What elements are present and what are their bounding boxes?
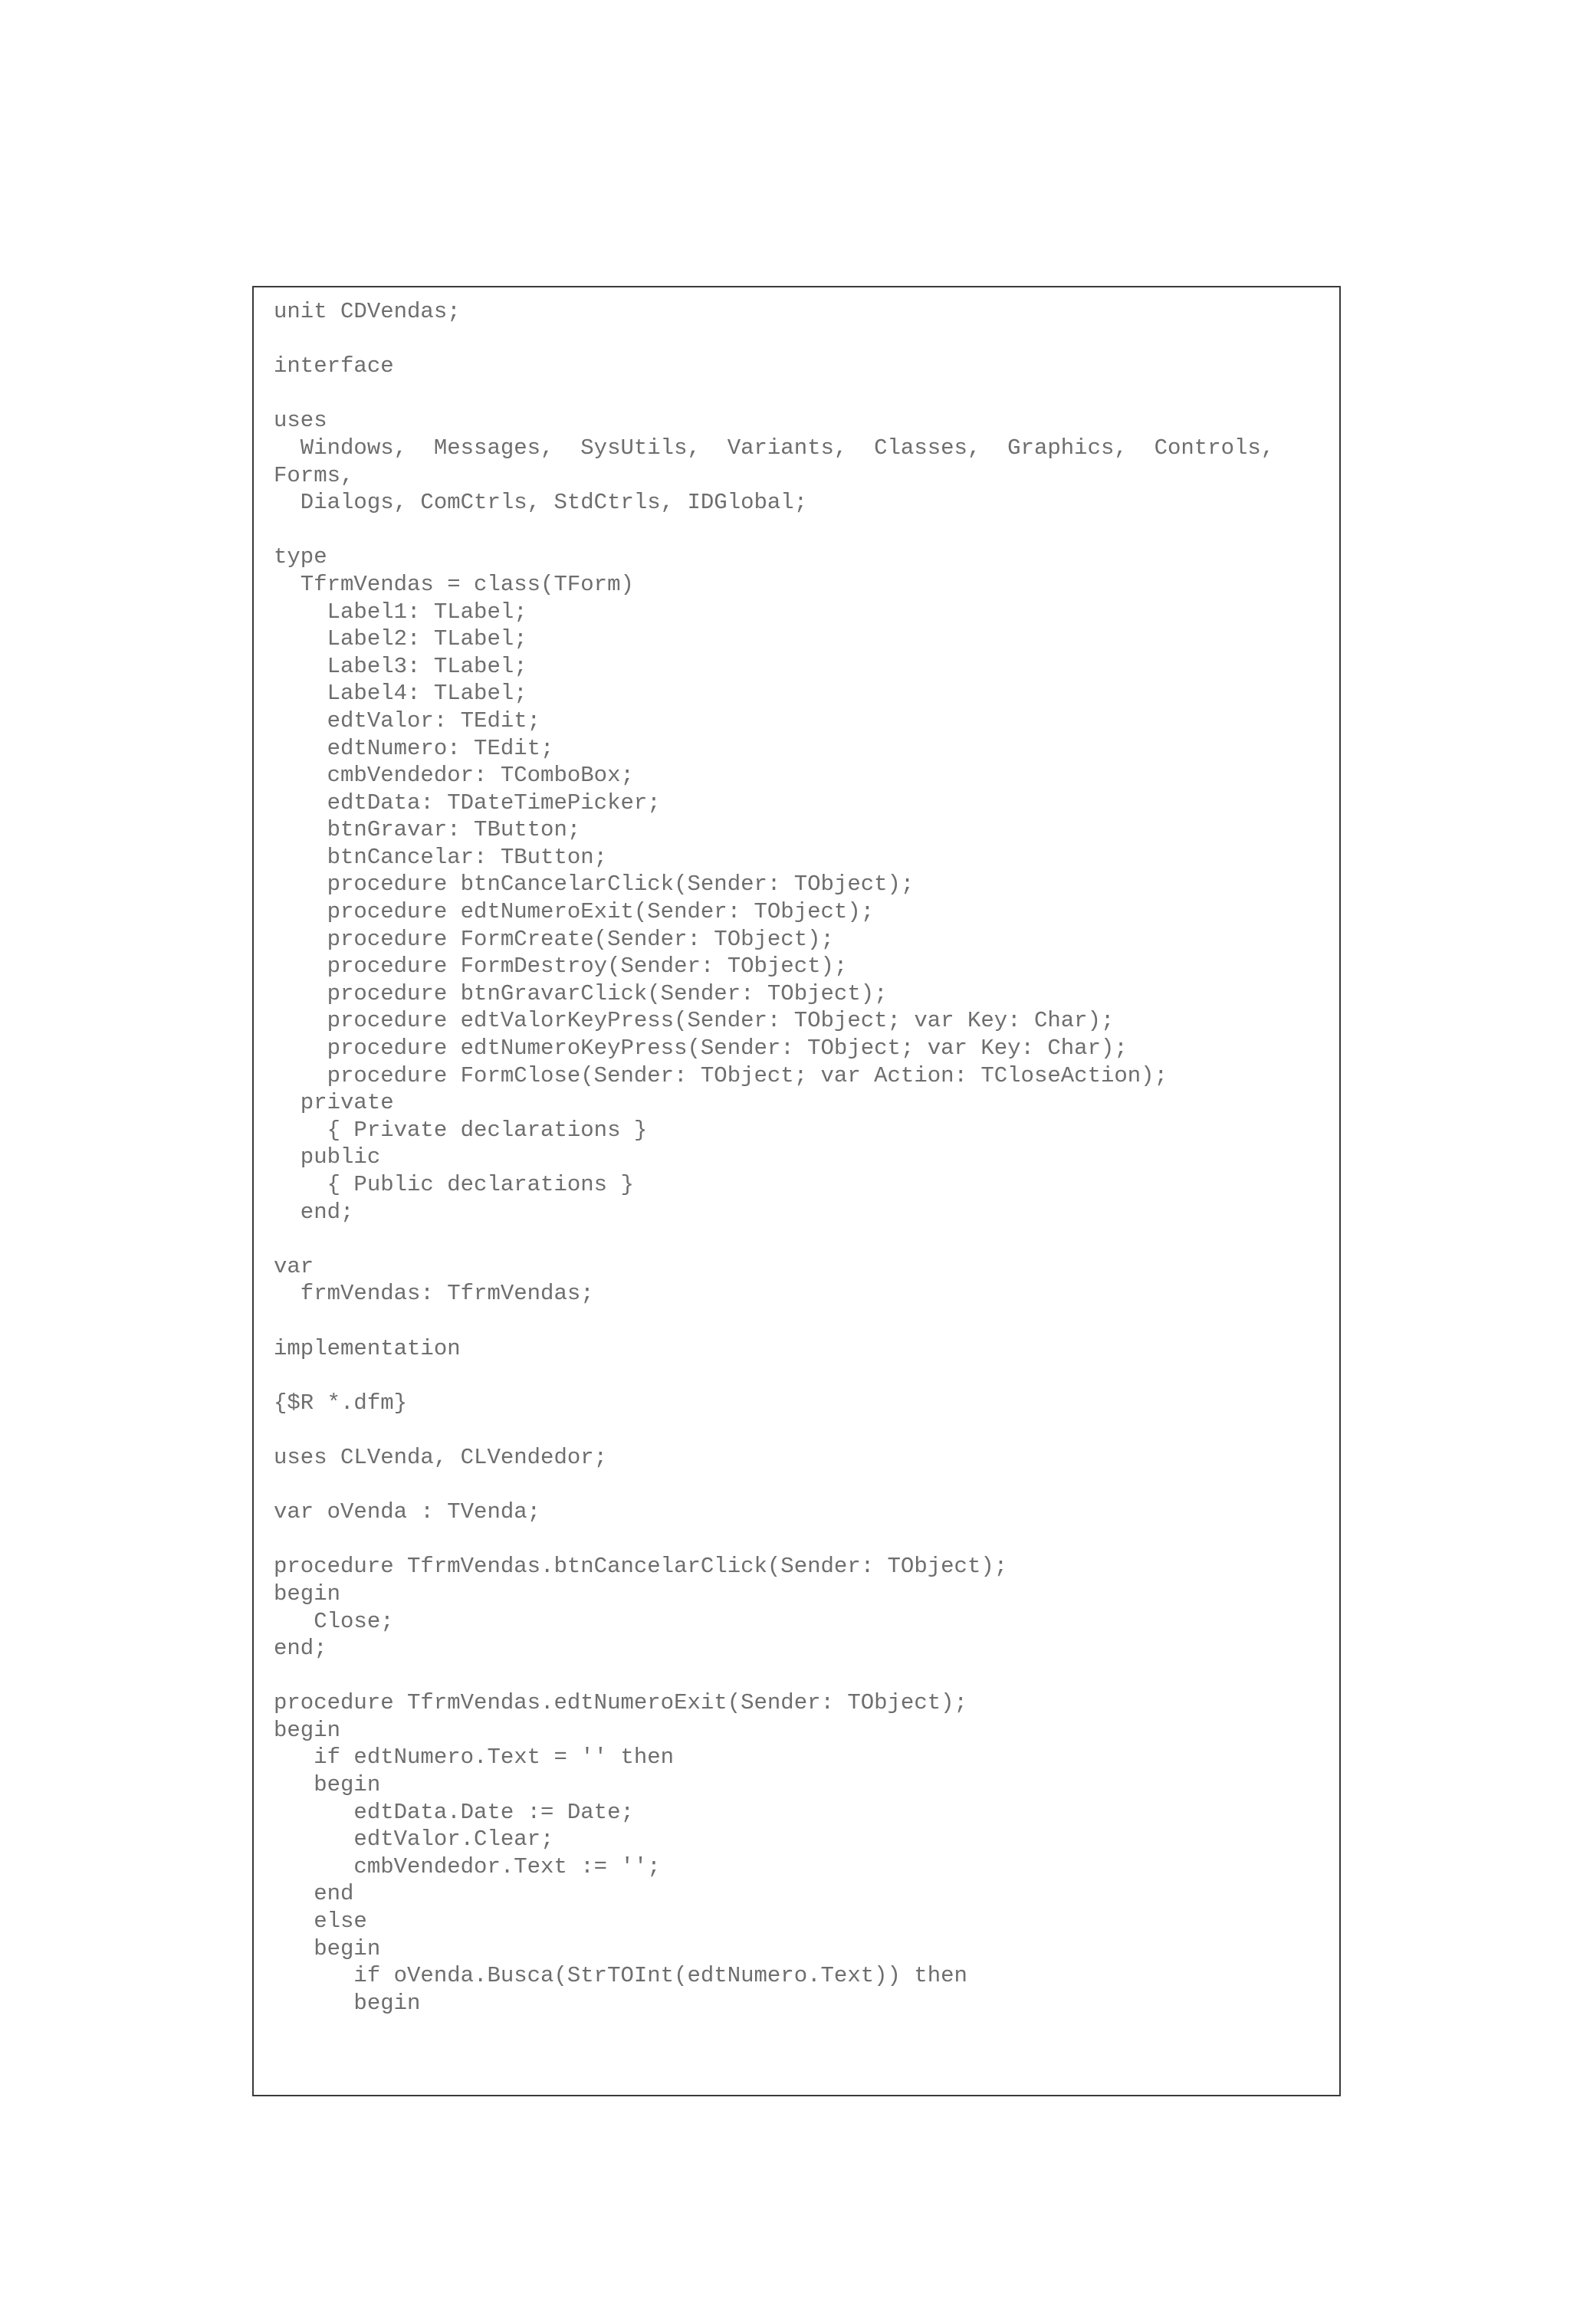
code-line: private (274, 1090, 394, 1116)
code-line (274, 1526, 1330, 1554)
code-line: Forms, (274, 462, 354, 488)
code-line: { Private declarations } (274, 1117, 648, 1143)
code-line: procedure btnCancelarClick(Sender: TObject); (274, 872, 915, 898)
code-line: edtValor: TEdit; (274, 707, 541, 734)
code-line: begin (274, 1581, 341, 1607)
code-line: edtValor.Clear; (274, 1827, 554, 1853)
code-line: Label2: TLabel; (274, 626, 527, 652)
code-line (274, 1362, 1330, 1390)
code-line: interface (274, 353, 394, 379)
code-line: begin (274, 1990, 421, 2016)
code-line: frmVendas: TfrmVendas; (274, 1281, 594, 1307)
code-line: type (274, 544, 327, 570)
code-line: var (274, 1253, 314, 1279)
code-line (274, 380, 1330, 408)
code-line: end; (274, 1636, 327, 1662)
code-line (274, 1472, 1330, 1499)
code-line: begin (274, 1772, 381, 1798)
code-line: if edtNumero.Text = '' then (274, 1745, 675, 1771)
code-line: implementation (274, 1335, 461, 1361)
code-line: cmbVendedor: TComboBox; (274, 763, 634, 789)
code-line: TfrmVendas = class(TForm) (274, 571, 634, 597)
code-line: { Public declarations } (274, 1172, 634, 1197)
code-line: procedure FormClose(Sender: TObject; var Action: TCloseAction); (274, 1062, 1168, 1088)
code-line: procedure edtNumeroExit(Sender: TObject); (274, 899, 875, 925)
code-line: Dialogs, ComCtrls, StdCtrls, IDGlobal; (274, 490, 808, 516)
code-line: begin (274, 1935, 381, 1961)
code-line: end; (274, 1199, 354, 1225)
code-line: procedure FormCreate(Sender: TObject); (274, 926, 834, 952)
code-line: procedure TfrmVendas.btnCancelarClick(Sender: TObject); (274, 1554, 1008, 1580)
code-line: public (274, 1144, 381, 1170)
code-line: var oVenda : TVenda; (274, 1499, 541, 1525)
code-line: edtData: TDateTimePicker; (274, 789, 661, 816)
code-line: btnCancelar: TButton; (274, 844, 608, 870)
code-line: Windows, Messages, SysUtils, Variants, Classes, Graphics, Controls, (274, 435, 1275, 461)
code-line: edtData.Date := Date; (274, 1799, 634, 1825)
code-listing (274, 298, 1330, 2017)
code-line: Label3: TLabel; (274, 653, 527, 679)
code-line: uses CLVenda, CLVendedor; (274, 1444, 608, 1470)
code-line: unit CDVendas; (274, 299, 461, 324)
code-line: Close; (274, 1608, 394, 1634)
code-line: btnGravar: TButton; (274, 817, 581, 843)
code-line: begin (274, 1717, 341, 1743)
code-listing-frame (252, 286, 1341, 2096)
code-line (274, 1663, 1330, 1690)
code-line: procedure FormDestroy(Sender: TObject); (274, 954, 848, 980)
code-line: else (274, 1909, 367, 1935)
code-line: Label1: TLabel; (274, 599, 527, 625)
code-line: cmbVendedor.Text := ''; (274, 1853, 661, 1879)
code-line: {$R *.dfm} (274, 1390, 408, 1416)
code-line: procedure edtValorKeyPress(Sender: TObject; var Key: Char); (274, 1008, 1115, 1034)
code-line (274, 1308, 1330, 1335)
code-line (274, 517, 1330, 544)
code-line (274, 1416, 1330, 1444)
code-line: procedure edtNumeroKeyPress(Sender: TObject; var Key: Char); (274, 1036, 1128, 1062)
code-line (274, 1226, 1330, 1253)
code-line: Label4: TLabel; (274, 681, 527, 707)
code-line: edtNumero: TEdit; (274, 735, 554, 761)
code-line: if oVenda.Busca(StrTOInt(edtNumero.Text)) then (274, 1963, 967, 1989)
code-line: procedure btnGravarClick(Sender: TObject); (274, 980, 888, 1006)
code-line: end (274, 1881, 354, 1907)
code-line (274, 326, 1330, 353)
code-line: procedure TfrmVendas.edtNumeroExit(Sender: TObject); (274, 1690, 967, 1716)
code-line: uses (274, 408, 327, 434)
